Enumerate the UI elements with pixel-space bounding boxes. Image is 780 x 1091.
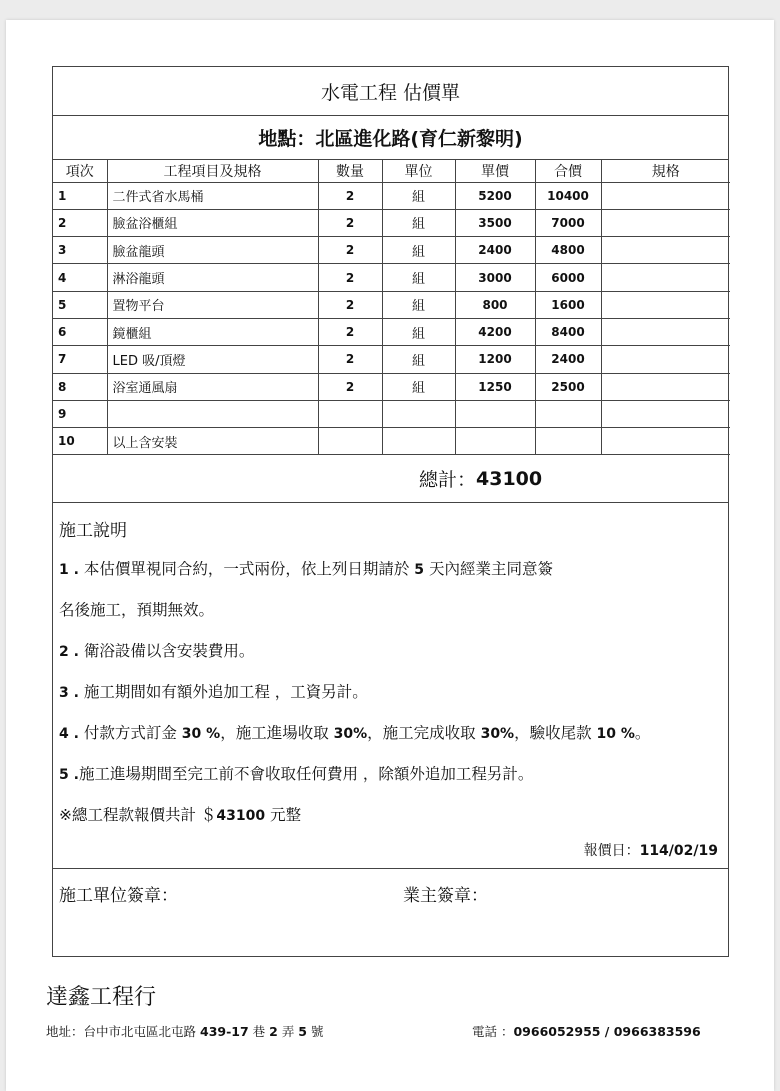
row-unit: 組 <box>382 182 455 209</box>
table-row <box>53 264 730 291</box>
row-no: 1 <box>53 182 107 209</box>
row-subtotal: 2400 <box>535 346 601 373</box>
row-price <box>455 400 535 427</box>
row-item: 二件式省水馬桶 <box>107 182 318 209</box>
row-subtotal: 1600 <box>535 291 601 318</box>
row-price: 800 <box>455 291 535 318</box>
document-title: 水電工程 估價單 <box>53 67 728 116</box>
row-unit: 組 <box>382 237 455 264</box>
row-item: 置物平台 <box>107 291 318 318</box>
row-qty: 2 <box>318 318 382 345</box>
table-row <box>53 209 730 236</box>
row-spec <box>601 264 730 291</box>
row-qty: 2 <box>318 237 382 264</box>
row-qty: 2 <box>318 182 382 209</box>
row-item: 鏡櫃組 <box>107 318 318 345</box>
row-no: 4 <box>53 264 107 291</box>
row-spec <box>601 373 730 400</box>
row-no: 3 <box>53 237 107 264</box>
row-no: 7 <box>53 346 107 373</box>
row-item: 臉盆龍頭 <box>107 237 318 264</box>
total-label: 總計： <box>419 469 477 492</box>
row-subtotal <box>535 400 601 427</box>
note-total-amount: ※總工程款報價共計 ＄43100 元整 <box>59 806 302 825</box>
col-header-qty: 數量 <box>318 160 382 182</box>
row-spec <box>601 318 730 345</box>
col-header-subtotal: 合價 <box>535 160 601 182</box>
row-spec <box>601 400 730 427</box>
note-3: 3 . 施工期間如有額外追加工程 ，工資另計。 <box>59 683 368 702</box>
total-value: 43100 <box>476 467 543 490</box>
row-price: 3000 <box>455 264 535 291</box>
col-header-no: 項次 <box>53 160 107 182</box>
grand-total <box>53 455 728 503</box>
company-contact <box>46 1022 726 1040</box>
location-line: 地點：北區進化路(育仁新黎明) <box>53 116 728 160</box>
construction-notes <box>53 503 728 836</box>
note-1-continued: 名後施工，預期無效。 <box>59 601 215 620</box>
row-subtotal: 4800 <box>535 237 601 264</box>
row-spec <box>601 346 730 373</box>
row-unit: 組 <box>382 291 455 318</box>
row-qty: 2 <box>318 346 382 373</box>
row-qty: 2 <box>318 373 382 400</box>
row-spec <box>601 291 730 318</box>
row-item: 臉盆浴櫃組 <box>107 209 318 236</box>
row-unit <box>382 400 455 427</box>
row-spec <box>601 182 730 209</box>
table-row <box>53 318 730 345</box>
phone: 電話 ：0966052955 / 0966383596 <box>472 1024 701 1039</box>
row-item <box>107 400 318 427</box>
row-item: 以上含安裝 <box>107 428 318 455</box>
row-subtotal: 7000 <box>535 209 601 236</box>
row-spec <box>601 237 730 264</box>
company-name: 達鑫工程行 <box>46 985 157 1010</box>
row-subtotal: 8400 <box>535 318 601 345</box>
table-row <box>53 182 730 209</box>
row-price: 4200 <box>455 318 535 345</box>
col-header-item: 工程項目及規格 <box>107 160 318 182</box>
address: 地址：台中市北屯區北屯路 439-17 巷 2 弄 5 號 <box>46 1024 324 1039</box>
row-item: 浴室通風扇 <box>107 373 318 400</box>
row-unit: 組 <box>382 318 455 345</box>
col-header-price: 單價 <box>455 160 535 182</box>
quote-date <box>53 836 728 868</box>
row-subtotal: 6000 <box>535 264 601 291</box>
table-row <box>53 400 730 427</box>
row-unit: 組 <box>382 209 455 236</box>
row-price <box>455 428 535 455</box>
row-qty: 2 <box>318 291 382 318</box>
table-row <box>53 346 730 373</box>
table-row <box>53 237 730 264</box>
note-1: 1 . 本估價單視同合約，一式兩份，依上列日期請於 5 天內經業主同意簽 <box>59 560 553 579</box>
row-price: 1250 <box>455 373 535 400</box>
quote-date-label: 報價日： <box>583 843 640 860</box>
note-5: 5 .施工進場期間至完工前不會收取任何費用 ，除額外追加工程另計。 <box>59 765 534 784</box>
contractor-signature: 施工單位簽章： <box>59 886 178 907</box>
row-item: 淋浴龍頭 <box>107 264 318 291</box>
row-no: 5 <box>53 291 107 318</box>
note-2: 2 . 衛浴設備以含安裝費用。 <box>59 642 255 661</box>
estimate-sheet <box>52 66 729 957</box>
row-qty <box>318 400 382 427</box>
quote-date-value: 114/02/19 <box>639 843 718 860</box>
row-no: 6 <box>53 318 107 345</box>
row-qty <box>318 428 382 455</box>
row-subtotal <box>535 428 601 455</box>
table-row <box>53 291 730 318</box>
owner-signature: 業主簽章： <box>403 886 488 907</box>
table-header-row <box>53 160 730 182</box>
row-spec <box>601 209 730 236</box>
row-unit <box>382 428 455 455</box>
row-no: 10 <box>53 428 107 455</box>
row-subtotal: 10400 <box>535 182 601 209</box>
signature-area <box>53 868 728 956</box>
row-qty: 2 <box>318 209 382 236</box>
items-table <box>53 160 730 455</box>
row-price: 5200 <box>455 182 535 209</box>
row-unit: 組 <box>382 264 455 291</box>
row-price: 3500 <box>455 209 535 236</box>
row-no: 2 <box>53 209 107 236</box>
row-item: LED 吸/頂燈 <box>107 346 318 373</box>
row-spec <box>601 428 730 455</box>
document-page <box>6 20 774 1091</box>
row-price: 2400 <box>455 237 535 264</box>
row-qty: 2 <box>318 264 382 291</box>
table-row <box>53 428 730 455</box>
row-no: 9 <box>53 400 107 427</box>
note-4: 4 . 付款方式訂金 30 %，施工進場收取 30%，施工完成收取 30%，驗收尾款 10 %。 <box>59 724 651 743</box>
notes-heading: 施工說明 <box>59 521 127 542</box>
col-header-spec: 規格 <box>601 160 730 182</box>
row-unit: 組 <box>382 346 455 373</box>
row-subtotal: 2500 <box>535 373 601 400</box>
table-row <box>53 373 730 400</box>
row-no: 8 <box>53 373 107 400</box>
row-unit: 組 <box>382 373 455 400</box>
col-header-unit: 單位 <box>382 160 455 182</box>
row-price: 1200 <box>455 346 535 373</box>
